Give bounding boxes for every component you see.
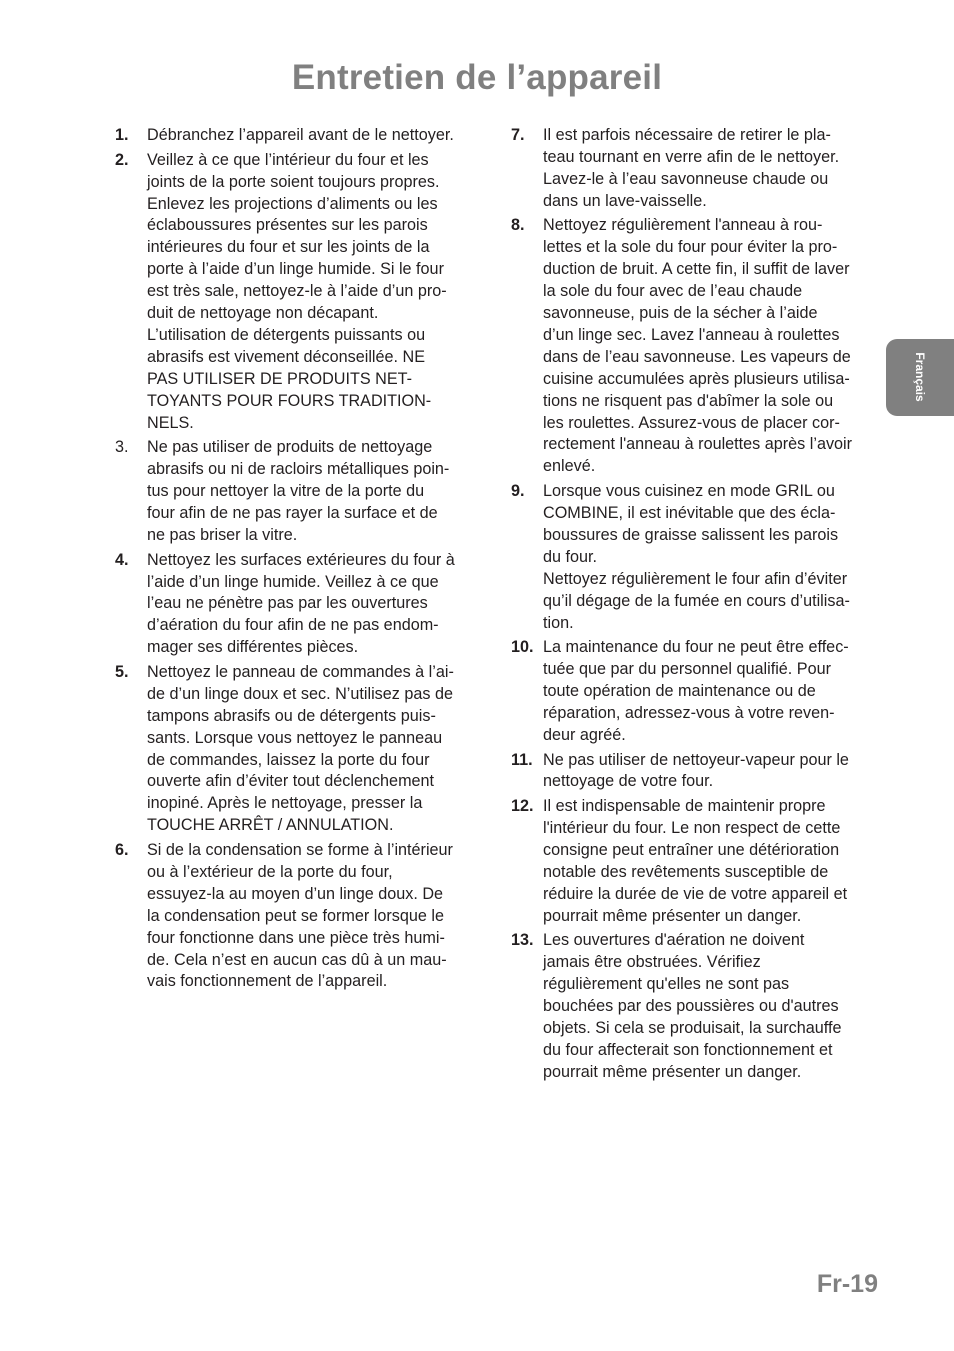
list-item — [115, 550, 485, 660]
item-text: Les ouvertures d'aération ne doivent jamais être obstruées. Vérifiez régulièrement qu'elles ne sont pas bouchées par des poussières ou d'autres objets. Si cela se produisait, la surchauffe du four affecterait son fonctionnement et pourrait même présenter un danger. — [543, 931, 842, 1081]
item-number: 7. — [511, 126, 525, 144]
item-text: Ne pas utiliser de nettoyeur-vapeur pour le nettoyage de votre four. — [543, 750, 849, 791]
list-item — [511, 930, 883, 1083]
item-number: 9. — [511, 482, 525, 501]
list-item — [115, 125, 485, 147]
item-number: 6. — [115, 840, 129, 859]
item-text: Nettoyez régulièrement l'anneau à rou- lettes et la sole du four pour éviter la pro- duction de bruit. A cette fin, il suffit de laver la sole du four avec de l’eau chaude savonneuse, puis de la sécher à l’aide d’un linge sec. Lavez l'anneau à roulettes dans de l’eau savonneuse. Les vapeurs de cuisine accumulées après plusieurs utilisa- tions ne risquent pas d'abîmer la sole ou les roulettes. Assurez-vous de placer cor- rectement l'anneau à roulettes après l’avoir enlevé. — [543, 216, 853, 476]
item-number: 11. — [511, 750, 533, 769]
item-number: 13. — [511, 931, 534, 950]
item-text: Ne pas utiliser de produits de nettoyage abrasifs ou ni de racloirs métalliques poin- tus pour nettoyer la vitre de la porte du four afin de ne pas rayer la surface et de ne pas briser la vitre. — [147, 438, 450, 544]
item-text: Lorsque vous cuisinez en mode GRIL ou COMBINE, il est inévitable que des écla- boussures de graisse salissent les parois du four. Nettoyez régulièrement le four afin d’éviter qu’il dégage de la fumée en cours d’utilisa- tion. — [543, 482, 850, 632]
list-item — [511, 481, 883, 634]
item-number: 2. — [115, 150, 129, 169]
item-number: 8. — [511, 216, 525, 235]
list-item — [115, 437, 485, 547]
item-text: La maintenance du four ne peut être effec- tuée que par du personnel qualifié. Pour toute opération de maintenance ou de réparation, adressez-vous à votre reven- deur agréé. — [543, 638, 849, 744]
item-text: Il est parfois nécessaire de retirer le pla- teau tournant en verre afin de le nettoyer. Lavez-le à l’eau savonneuse chaude ou dans un lave-vaisselle. — [543, 126, 840, 210]
item-text: Nettoyez les surfaces extérieures du four à l’aide d’un linge humide. Veillez à ce que l’eau ne pénètre pas par les ouvertures d’aération du four afin de ne pas endom- mager ses différentes pièces. — [147, 550, 455, 657]
left-column — [115, 125, 485, 996]
list-item — [115, 150, 485, 435]
item-text: Il est indispensable de maintenir propre l'intérieur du four. Le non respect de cette consigne peut entraîner une détérioration notable des revêtements susceptible de réduire la durée de vie de votre appareil et pourrait même présenter un danger. — [543, 797, 848, 925]
item-text: Si de la condensation se forme à l’intérieur ou à l’extérieur de la porte du four, essuyez-la au moyen d’un linge doux. De la condensation peut se former lorsque le four fonctionne dans une pièce très humi- de. Cela n’est en aucun cas dû à un mau- vais fonctionnement de l’appareil. — [147, 840, 453, 991]
item-number: 12. — [511, 797, 534, 816]
list-item — [115, 840, 485, 993]
list-item — [511, 125, 883, 213]
item-number: 3. — [115, 438, 129, 457]
item-number: 5. — [115, 662, 129, 681]
item-number: 4. — [115, 550, 129, 569]
list-item — [511, 637, 883, 747]
list-item — [115, 662, 485, 837]
language-tab — [886, 339, 954, 416]
language-tab-label: Français — [913, 352, 927, 402]
right-column — [511, 125, 883, 1087]
item-text: Débranchez l’appareil avant de le nettoyer. — [147, 126, 454, 144]
page-title: Entretien de l’appareil — [291, 58, 663, 97]
item-text: Nettoyez le panneau de commandes à l’ai- de d’un linge doux et sec. N’utilisez pas de tampons abrasifs ou de détergents puis- sants. Lorsque vous nettoyez le panneau de commandes, laissez la porte du four ouverte afin d’éviter tout déclenchement inopiné. Après le nettoyage, presser la TOUCHE ARRÊT / ANNULATION. — [147, 662, 454, 835]
list-item — [511, 215, 883, 478]
item-number: 10. — [511, 638, 534, 657]
page-number: Fr-19 — [816, 1270, 878, 1298]
list-item — [511, 750, 883, 794]
item-number: 1. — [115, 126, 129, 144]
list-item — [511, 796, 883, 927]
item-text: Veillez à ce que l’intérieur du four et les joints de la porte soient toujours propres. Enlevez les projections d’aliments ou les éclaboussures présentes sur les parois intérieures du four et sur les joints de la porte à l’aide d’un linge humide. Si le four est très sale, nettoyez-le à l’aide d’un pro- duit de nettoyage non décapant. L’utilisation de détergents puissants ou abrasifs est vivement déconseillée. NE PAS UTILISER DE PRODUITS NET- TOYANTS POUR FOURS TRADITION- NELS. — [147, 150, 447, 432]
